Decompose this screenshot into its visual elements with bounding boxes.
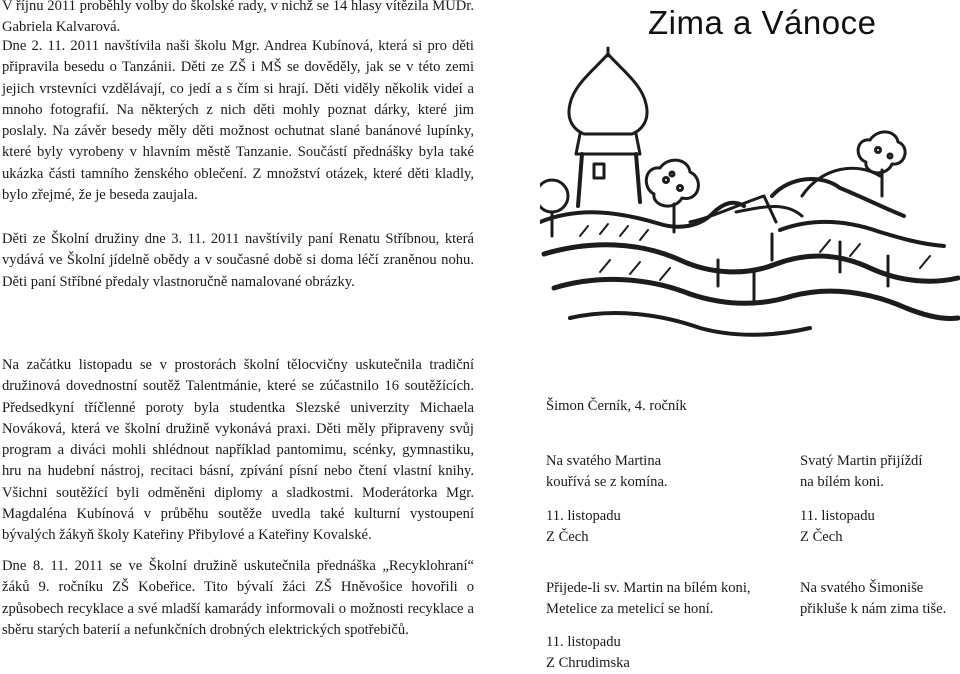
poem-line: Z Čech	[800, 529, 843, 545]
paragraph-tanzania-talk	[2, 36, 474, 206]
poem-item	[546, 506, 621, 548]
poem-item	[546, 632, 630, 674]
poem-item	[800, 506, 875, 548]
paragraph-text: V říjnu 2011 proběhly volby do školské rady, v nichž se 14 hlasy vítězila MUDr. Gabriela Kalvarová.	[2, 0, 474, 36]
poem-item	[546, 578, 751, 620]
poem-line: Na svatého Martina	[546, 453, 662, 469]
paragraph-visit-mrs-stribna	[2, 229, 474, 293]
paragraph-recyclohrani-lecture	[2, 556, 474, 641]
paragraph-text: Děti ze Školní družiny dne 3. 11. 2011 navštívily paní Renatu Stříbnou, která vydává ve Školní jídelně obědy a v současné době si doma léčí zraněnou nohu. Děti paní Stříbné předaly vlastnoručně namalované obrázky.	[2, 231, 474, 290]
poem-line: Svatý Martin přijíždí	[800, 453, 923, 469]
poem-line: 11. listopadu	[546, 508, 621, 524]
poem-line: kouřívá se z komína.	[546, 474, 668, 490]
paragraph-talentmanie-competition	[2, 355, 474, 547]
poem-item	[800, 578, 946, 620]
poem-line: 11. listopadu	[546, 634, 621, 650]
village-church-drawing	[540, 46, 960, 342]
poem-author	[546, 396, 687, 417]
section-heading: Zima a Vánoce	[648, 4, 877, 41]
author-line: Šimon Černík, 4. ročník	[546, 398, 687, 414]
paragraph-text: Dne 8. 11. 2011 se ve Školní družině uskutečnila přednáška „Recyklohraní“ žáků 9. ročníku ZŠ Kobeřice. Tito bývalí žáci ZŠ Hněvošice hovořili o způsobech recyklace a své mladší kamarády informovali o možnosti recyklace a sběru starých baterií a nefunkčních drobných elektrických spotřebičů.	[2, 558, 474, 638]
poem-line: Přijede-li sv. Martin na bílém koni,	[546, 580, 751, 596]
poem-line: Z Chrudimska	[546, 655, 630, 671]
poem-item	[546, 451, 668, 493]
poem-line: 11. listopadu	[800, 508, 875, 524]
paragraph-text: Dne 2. 11. 2011 navštívila naši školu Mgr. Andrea Kubínová, která si pro děti připravila besedu o Tanzánii. Děti ze ZŠ i MŠ se dověděly, jak se v této zemi jejich vrstevníci vzdělávají, co jedí a s čím si hrají. Děti viděly několik videí a mnoho fotografií. Na některých z nich děti mohly poznat dárky, které jim poslaly. Na závěr besedy měly děti možnost ochutnat slané banánové lupínky, které byly vyrobeny v hlavním městě Tanzanie. Součástí přednášky byla také ukázka části tamního ženského oblečení. Z množství otázek, které děti kladly, bylo zřejmé, že je beseda zaujala.	[2, 38, 474, 204]
paragraph-school-council-election	[2, 0, 474, 39]
poem-line: na bílém koni.	[800, 474, 884, 490]
paragraph-text: Na začátku listopadu se v prostorách školní tělocvičny uskutečnila tradiční družinová dovednostní soutěž Talentmánie, které se zúčastnilo 16 soutěžících. Předsedkyní tříčlenné poroty byla studentka Slezské univerzity Michaela Nováková, která ve školní družině vykonává praxi. Děti měly připraveny svůj program a diváci mohli shlédnout například pantomimu, scénky, gymnastiku, hru na hudební nástroj, recitaci básní, zpívání písní nebo čtení vlastní knihy. Všichni soutěžící byli odměněni diplomy a sladkostmi. Moderátorka Mgr. Magdaléna Kubínová v průběhu soutěže uvedla také kulturní vystoupení bývalých žákyň školy Kateřiny Přibylové a Kateřiny Kovalské.	[2, 357, 474, 544]
poem-line: Metelice za metelicí se honí.	[546, 601, 714, 617]
poem-line: Z Čech	[546, 529, 589, 545]
poem-line: Na svatého Šimoniše	[800, 580, 924, 596]
poem-item	[800, 451, 922, 493]
poem-line: přikluše k nám zima tiše.	[800, 601, 947, 617]
